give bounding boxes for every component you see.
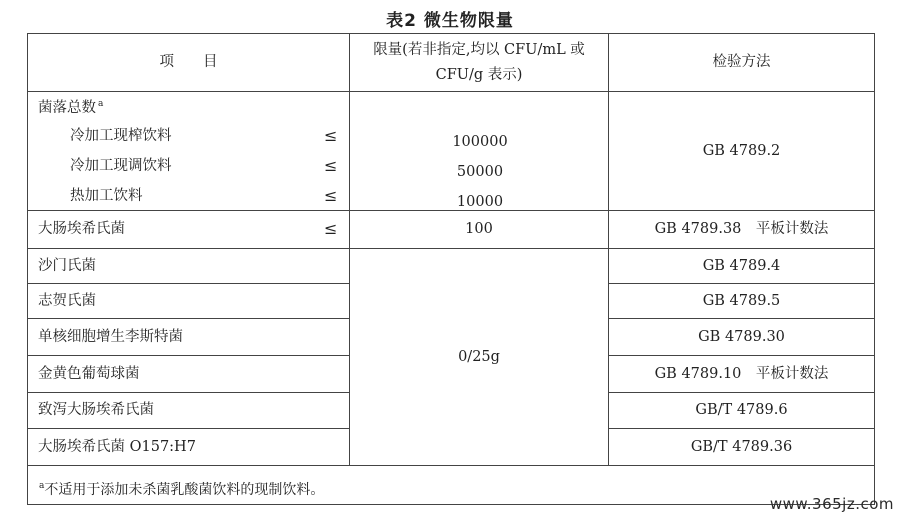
- colony-value: 10000: [456, 194, 504, 210]
- header-method-label: 检验方法: [712, 54, 771, 71]
- footnote-ref: a: [98, 99, 104, 109]
- pathogen-name: 金黄色葡萄球菌: [38, 365, 140, 382]
- watermark: www.365jz.com: [769, 495, 894, 513]
- pathogen-method-cell: [608, 283, 875, 319]
- pathogen-method: GB/T 4789.36: [690, 438, 793, 455]
- pathogen-method: GB 4789.30: [698, 328, 785, 345]
- colony-method-cell: [608, 91, 875, 211]
- coliform-method: GB 4789.38 平板计数法: [654, 221, 829, 238]
- operator-le: ≤: [324, 126, 338, 145]
- pathogen-name-cell: [27, 283, 350, 319]
- header-limit-line2: CFU/g 表示): [435, 66, 523, 83]
- pathogen-name: 大肠埃希氏菌 O157:H7: [38, 438, 196, 455]
- coliform-value: 100: [465, 221, 493, 238]
- coliform-method-cell: [608, 210, 875, 249]
- operator-le: ≤: [324, 156, 338, 175]
- pathogen-method-cell: [608, 248, 875, 284]
- coliform-name-cell: [27, 210, 350, 249]
- colony-row-name: 冷加工现榨饮料: [70, 128, 172, 144]
- colony-value: 100000: [452, 134, 508, 150]
- colony-group-label: 菌落总数 $^a$: [38, 99, 104, 116]
- pathogen-name-cell: [27, 318, 350, 356]
- header-limit-line1: 限量(若非指定,均以 CFU/mL 或: [373, 41, 585, 58]
- pathogen-limit: 0/25g: [458, 348, 500, 365]
- colony-values-cell: [349, 91, 609, 211]
- pathogen-method-cell: [608, 428, 875, 466]
- pathogen-name: 志贺氏菌: [38, 292, 96, 309]
- pathogen-name-cell: [27, 392, 350, 429]
- table-title: 表2 微生物限量: [386, 11, 514, 31]
- pathogen-method-cell: [608, 318, 875, 356]
- header-item: [27, 33, 350, 92]
- colony-row-name: 冷加工现调饮料: [70, 158, 172, 174]
- header-method: [608, 33, 875, 92]
- footnote: [37, 479, 324, 499]
- pathogen-name-cell: [27, 355, 350, 393]
- pathogen-method-cell: [608, 392, 875, 429]
- pathogen-method-cell: [608, 355, 875, 393]
- pathogen-method: GB/T 4789.6: [695, 402, 788, 419]
- pathogen-method: GB 4789.4: [702, 257, 781, 274]
- pathogen-method: GB 4789.5: [702, 292, 781, 309]
- pathogen-name-cell: [27, 428, 350, 466]
- operator-le: ≤: [324, 186, 338, 205]
- pathogen-name: 单核细胞增生李斯特菌: [38, 328, 183, 345]
- colony-value: 50000: [456, 164, 504, 180]
- pathogen-name: 沙门氏菌: [38, 257, 96, 274]
- footnote-text: 不适用于添加未杀菌乳酸菌饮料的现制饮料。: [44, 482, 325, 498]
- coliform-value-cell: [349, 210, 609, 249]
- colony-group-cell: [27, 91, 350, 211]
- pathogen-name-cell: [27, 248, 350, 284]
- colony-row-name: 热加工饮料: [70, 188, 143, 204]
- pathogen-limit-cell: [349, 248, 609, 466]
- pathogen-method: GB 4789.10 平板计数法: [654, 365, 829, 382]
- operator-le: ≤: [324, 219, 338, 238]
- header-limit: [349, 33, 609, 92]
- coliform-name: 大肠埃希氏菌: [38, 221, 125, 238]
- pathogen-name: 致泻大肠埃希氏菌: [38, 402, 154, 419]
- colony-method: GB 4789.2: [702, 142, 781, 159]
- header-item-label: 项 目: [159, 54, 218, 71]
- footnote-mark: a: [39, 481, 45, 491]
